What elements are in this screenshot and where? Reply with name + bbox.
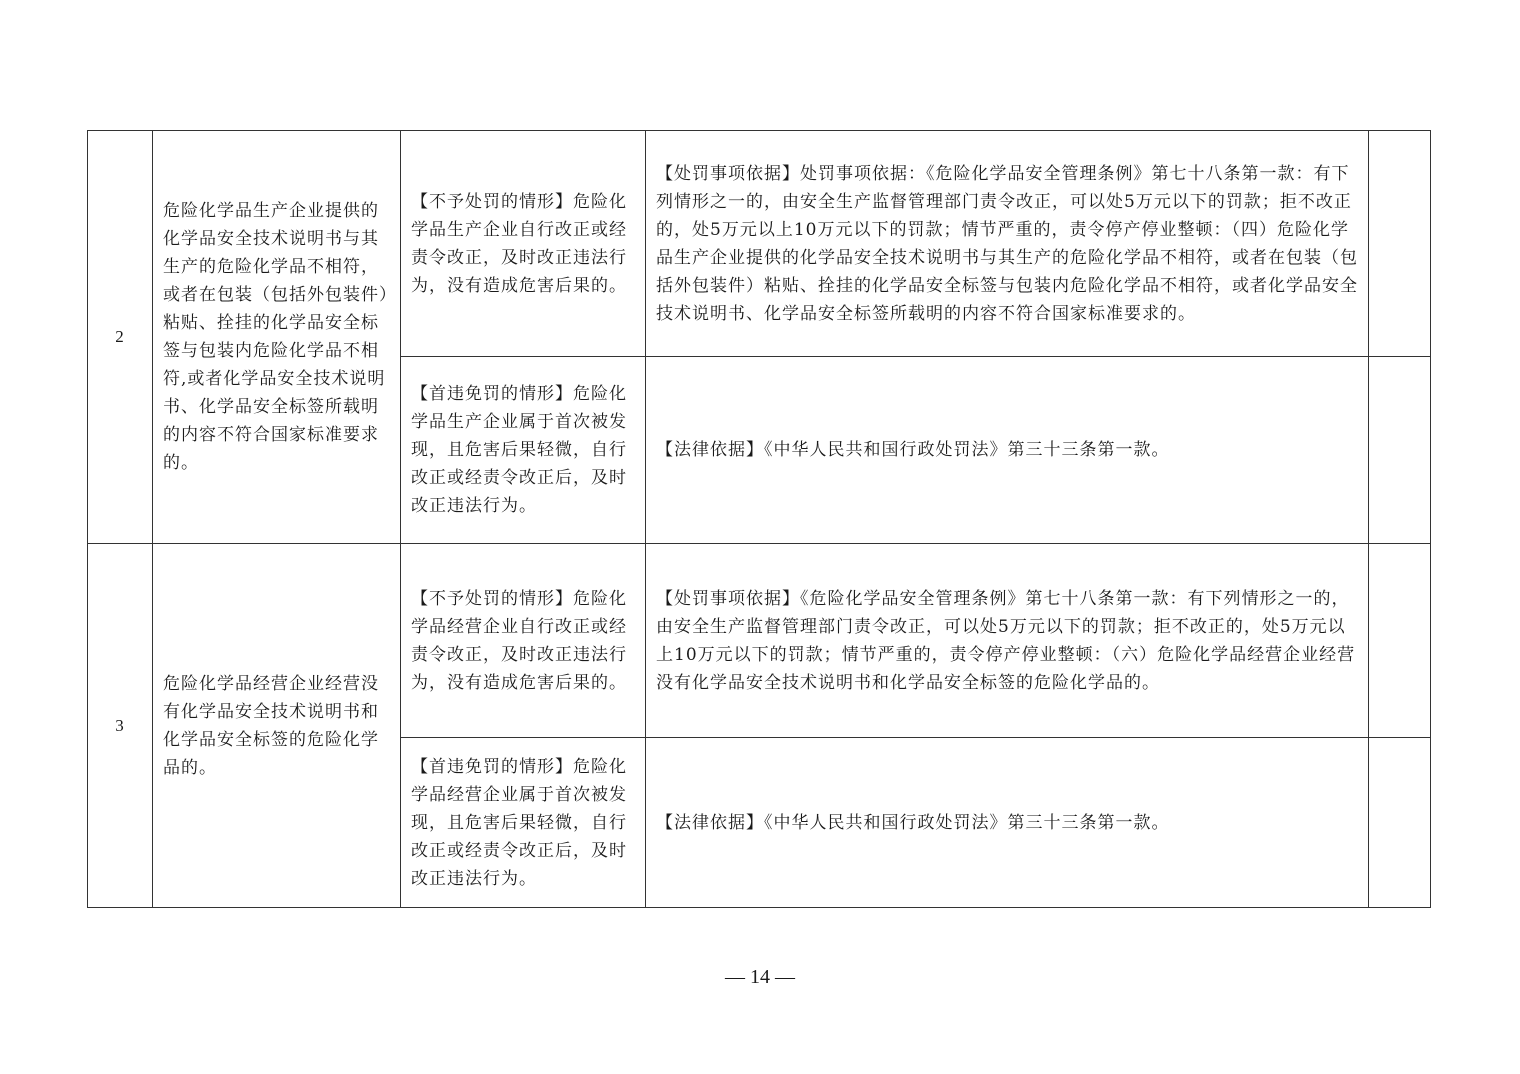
table-row [88,131,1431,357]
row-number: 2 [88,131,153,544]
violation-description: 危险化学品生产企业提供的化学品安全技术说明书与其生产的危险化学品不相符，或者在包装（包括外包装件）粘贴、拴挂的化学品安全标签与包装内危险化学品不相符,或者化学品安全技术说明书、化学品安全标签所载明的内容不符合国家标准要求的。 [153,131,401,544]
no-penalty-condition: 【不予处罚的情形】危险化学品经营企业自行改正或经责令改正，及时改正违法行为，没有造成危害后果的。 [401,544,646,738]
legal-basis: 【法律依据】《中华人民共和国行政处罚法》第三十三条第一款。 [646,738,1369,908]
table-row [88,544,1431,738]
remarks-cell [1369,738,1431,908]
violation-description: 危险化学品经营企业经营没有化学品安全技术说明书和化学品安全标签的危险化学品的。 [153,544,401,908]
no-penalty-condition: 【不予处罚的情形】危险化学品生产企业自行改正或经责令改正，及时改正违法行为，没有造成危害后果的。 [401,131,646,357]
penalty-table [87,130,1431,908]
remarks-cell [1369,544,1431,738]
row-number: 3 [88,544,153,908]
penalty-basis: 【处罚事项依据】处罚事项依据：《危险化学品安全管理条例》第七十八条第一款：有下列情形之一的，由安全生产监督管理部门责令改正，可以处5万元以下的罚款；拒不改正的，处5万元以上10万元以下的罚款；情节严重的，责令停产停业整顿：（四）危险化学品生产企业提供的化学品安全技术说明书与其生产的危险化学品不相符，或者在包装（包括外包装件）粘贴、拴挂的化学品安全标签与包装内危险化学品不相符，或者化学品安全技术说明书、化学品安全标签所载明的内容不符合国家标准要求的。 [646,131,1369,357]
page-number: — 14 — [725,966,795,988]
penalty-basis: 【处罚事项依据】《危险化学品安全管理条例》第七十八条第一款：有下列情形之一的，由安全生产监督管理部门责令改正，可以处5万元以下的罚款；拒不改正的，处5万元以上10万元以下的罚款；情节严重的，责令停产停业整顿：（六）危险化学品经营企业经营没有化学品安全技术说明书和化学品安全标签的危险化学品的。 [646,544,1369,738]
first-violation-exemption-condition: 【首违免罚的情形】危险化学品经营企业属于首次被发现，且危害后果轻微，自行改正或经责令改正后，及时改正违法行为。 [401,738,646,908]
first-violation-exemption-condition: 【首违免罚的情形】危险化学品生产企业属于首次被发现，且危害后果轻微，自行改正或经责令改正后，及时改正违法行为。 [401,357,646,544]
legal-basis: 【法律依据】《中华人民共和国行政处罚法》第三十三条第一款。 [646,357,1369,544]
remarks-cell [1369,131,1431,357]
remarks-cell [1369,357,1431,544]
